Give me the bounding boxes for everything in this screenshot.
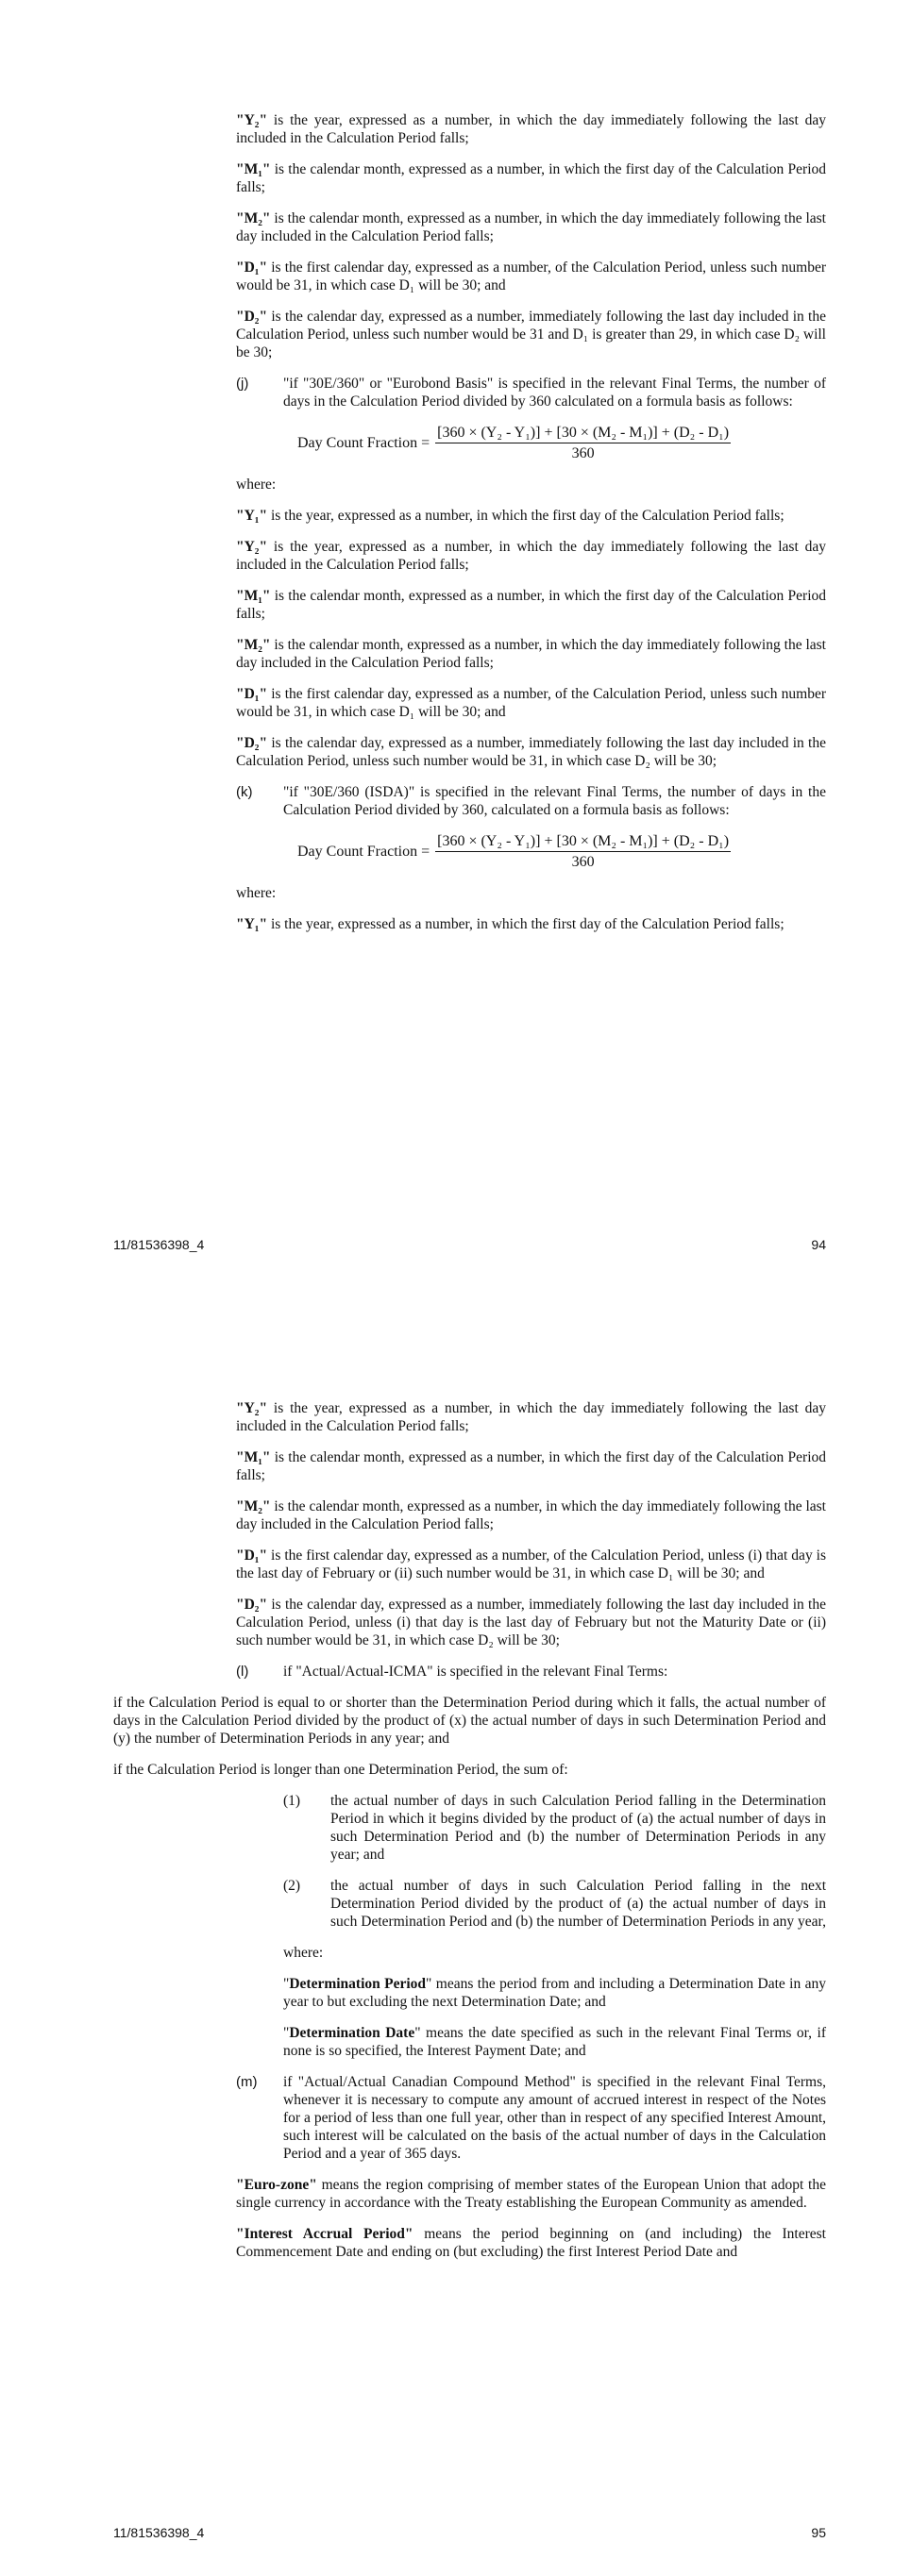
definition-y2: "Y₂" is the year, expressed as a number, in which the day immediately following the last day included in the Calculation Period falls;: [236, 539, 826, 573]
definition-y2: "Y₂" is the year, expressed as a number, in which the day immediately following the last day included in the Calculation Period falls;: [236, 112, 826, 146]
sub-item-2: [283, 1877, 826, 1931]
document-reference: 11/81536398_4: [113, 1237, 205, 1252]
page-footer: [113, 2524, 826, 2542]
where-label: where:: [283, 1945, 324, 1961]
calculation-period-shorter: if the Calculation Period is equal to or shorter than the Determination Period during which it falls, the actual number of days in the Calculation Period divided by the product of (x) the actual number of days in such Determination Period and (y) the number of Determination Periods in any year; and: [113, 1695, 826, 1747]
clause-label: (j): [236, 376, 249, 392]
definition-m1: "M₁" is the calendar month, expressed as a number, in which the first day of the Calculation Period falls;: [236, 1449, 826, 1483]
clause-label: (l): [236, 1664, 249, 1680]
clause-k: [236, 783, 826, 819]
definition-d1: "D₁" is the first calendar day, expressed as a number, of the Calculation Period, unless (i) that day is the last day of February or (ii) such number would be 31, in which case D₁ will be 30; and: [236, 1547, 826, 1581]
sub-item-text: the actual number of days in such Calculation Period falling in the Determination Period in which it begins divided by the product of (a) the actual number of days in such Determination Period and (b) the number of Determination Periods in any year; and: [330, 1793, 826, 1863]
formula-denominator: 360: [571, 445, 595, 461]
formula-numerator: [360 × (Y₂ - Y₁)] + [30 × (M₂ - M₁)] + (D₂ - D₁): [435, 832, 731, 852]
definition-d1: "D₁" is the first calendar day, expressed as a number, of the Calculation Period, unless such number would be 31, in which case D₁ will be 30; and: [236, 259, 826, 293]
document-reference: 11/81536398_4: [113, 2525, 205, 2540]
page-95: [0, 1288, 911, 2576]
definition-m2: "M₂" is the calendar month, expressed as a number, in which the day immediately following the last day included in the Calculation Period falls;: [236, 1498, 826, 1532]
clause-m: [236, 2073, 826, 2163]
calculation-period-longer: if the Calculation Period is longer than one Determination Period, the sum of:: [113, 1762, 568, 1778]
clause-label: (m): [236, 2074, 258, 2090]
sub-item-label: (1): [283, 1793, 301, 1809]
definition-d2: "D₂" is the calendar day, expressed as a number, immediately following the last day included in the Calculation Period, unless such number would be 31, in which case D₂ will be 30;: [236, 735, 826, 769]
clause-l: [236, 1663, 826, 1681]
page-95-body: [113, 1399, 826, 2274]
formula-lhs: Day Count Fraction =: [297, 844, 430, 860]
formula-fraction: [435, 424, 731, 462]
page-94-body: [236, 111, 826, 946]
definition-determination-date: "Determination Date" means the date specified as such in the relevant Final Terms or, if none is so specified, the Interest Payment Date; and: [283, 2025, 826, 2059]
formula-lhs: Day Count Fraction =: [297, 435, 430, 451]
clause-text: if "Actual/Actual Canadian Compound Method" is specified in the relevant Final Terms, whenever it is necessary to compute any amount of accrued interest in respect of the Notes for a period of less than one full year, other than in respect of any specified Interest Amount, such interest will be calculated on the basis of the actual number of days in the Calculation Period and a year of 365 days.: [283, 2074, 826, 2162]
clause-text: "if "30E/360" or "Eurobond Basis" is specified in the relevant Final Terms, the number of days in the Calculation Period divided by 360 calculated on a formula basis as follows:: [283, 376, 826, 410]
formula-denominator: 360: [571, 854, 595, 870]
definition-y1: "Y₁" is the year, expressed as a number, in which the first day of the Calculation Period falls;: [236, 508, 784, 524]
clause-text: "if "30E/360 (ISDA)" is specified in the relevant Final Terms, the number of days in the Calculation Period divided by 360, calculated on a formula basis as follows:: [283, 784, 826, 818]
sub-item-1: [283, 1792, 826, 1864]
page-number: 95: [811, 2525, 826, 2540]
formula-fraction: [435, 832, 731, 871]
where-label: where:: [236, 885, 277, 901]
definition-m2: "M₂" is the calendar month, expressed as a number, in which the day immediately following the last day included in the Calculation Period falls;: [236, 210, 826, 244]
sub-item-text: the actual number of days in such Calculation Period falling in the next Determination Period divided by the product of (a) the actual number of days in such Determination Period and (b) the number of Determination Periods in any year,: [330, 1878, 826, 1930]
definition-euro-zone: "Euro-zone" means the region comprising of member states of the European Union that adopt the single currency in accordance with the Treaty establishing the European Community as amended.: [236, 2177, 826, 2211]
definition-y2: "Y₂" is the year, expressed as a number, in which the day immediately following the last day included in the Calculation Period falls;: [236, 1400, 826, 1434]
clause-label: (k): [236, 784, 253, 800]
definition-d2: "D₂" is the calendar day, expressed as a number, immediately following the last day included in the Calculation Period, unless such number would be 31 and D₁ is greater than 29, in which case D₂ will be 30;: [236, 309, 826, 360]
sub-item-label: (2): [283, 1878, 301, 1894]
clause-j: [236, 375, 826, 410]
page-number: 94: [811, 1237, 826, 1252]
definition-d1: "D₁" is the first calendar day, expressed as a number, of the Calculation Period, unless such number would be 31, in which case D₁ will be 30; and: [236, 686, 826, 720]
page-footer: [113, 1236, 826, 1254]
clause-text: if "Actual/Actual-ICMA" is specified in the relevant Final Terms:: [283, 1664, 668, 1680]
definition-y1: "Y₁" is the year, expressed as a number, in which the first day of the Calculation Period falls;: [236, 916, 784, 932]
definition-m2: "M₂" is the calendar month, expressed as a number, in which the day immediately following the last day included in the Calculation Period falls;: [236, 637, 826, 671]
where-label: where:: [236, 477, 277, 493]
definition-interest-accrual-period: "Interest Accrual Period" means the period beginning on (and including) the Interest Commencement Date and ending on (but excluding) the first Interest Period Date and: [236, 2226, 826, 2260]
day-count-formula: [297, 832, 826, 871]
day-count-formula: [297, 424, 826, 462]
definition-determination-period: "Determination Period" means the period from and including a Determination Date in any year to but excluding the next Determination Date; and: [283, 1976, 826, 2010]
formula-numerator: [360 × (Y₂ - Y₁)] + [30 × (M₂ - M₁)] + (D₂ - D₁): [435, 424, 731, 443]
definition-m1: "M₁" is the calendar month, expressed as a number, in which the first day of the Calculation Period falls;: [236, 161, 826, 195]
definition-m1: "M₁" is the calendar month, expressed as a number, in which the first day of the Calculation Period falls;: [236, 588, 826, 622]
definition-d2: "D₂" is the calendar day, expressed as a number, immediately following the last day included in the Calculation Period, unless (i) that day is the last day of February but not the Maturity Date or (ii) such number would be 31, in which case D₂ will be 30;: [236, 1597, 826, 1648]
